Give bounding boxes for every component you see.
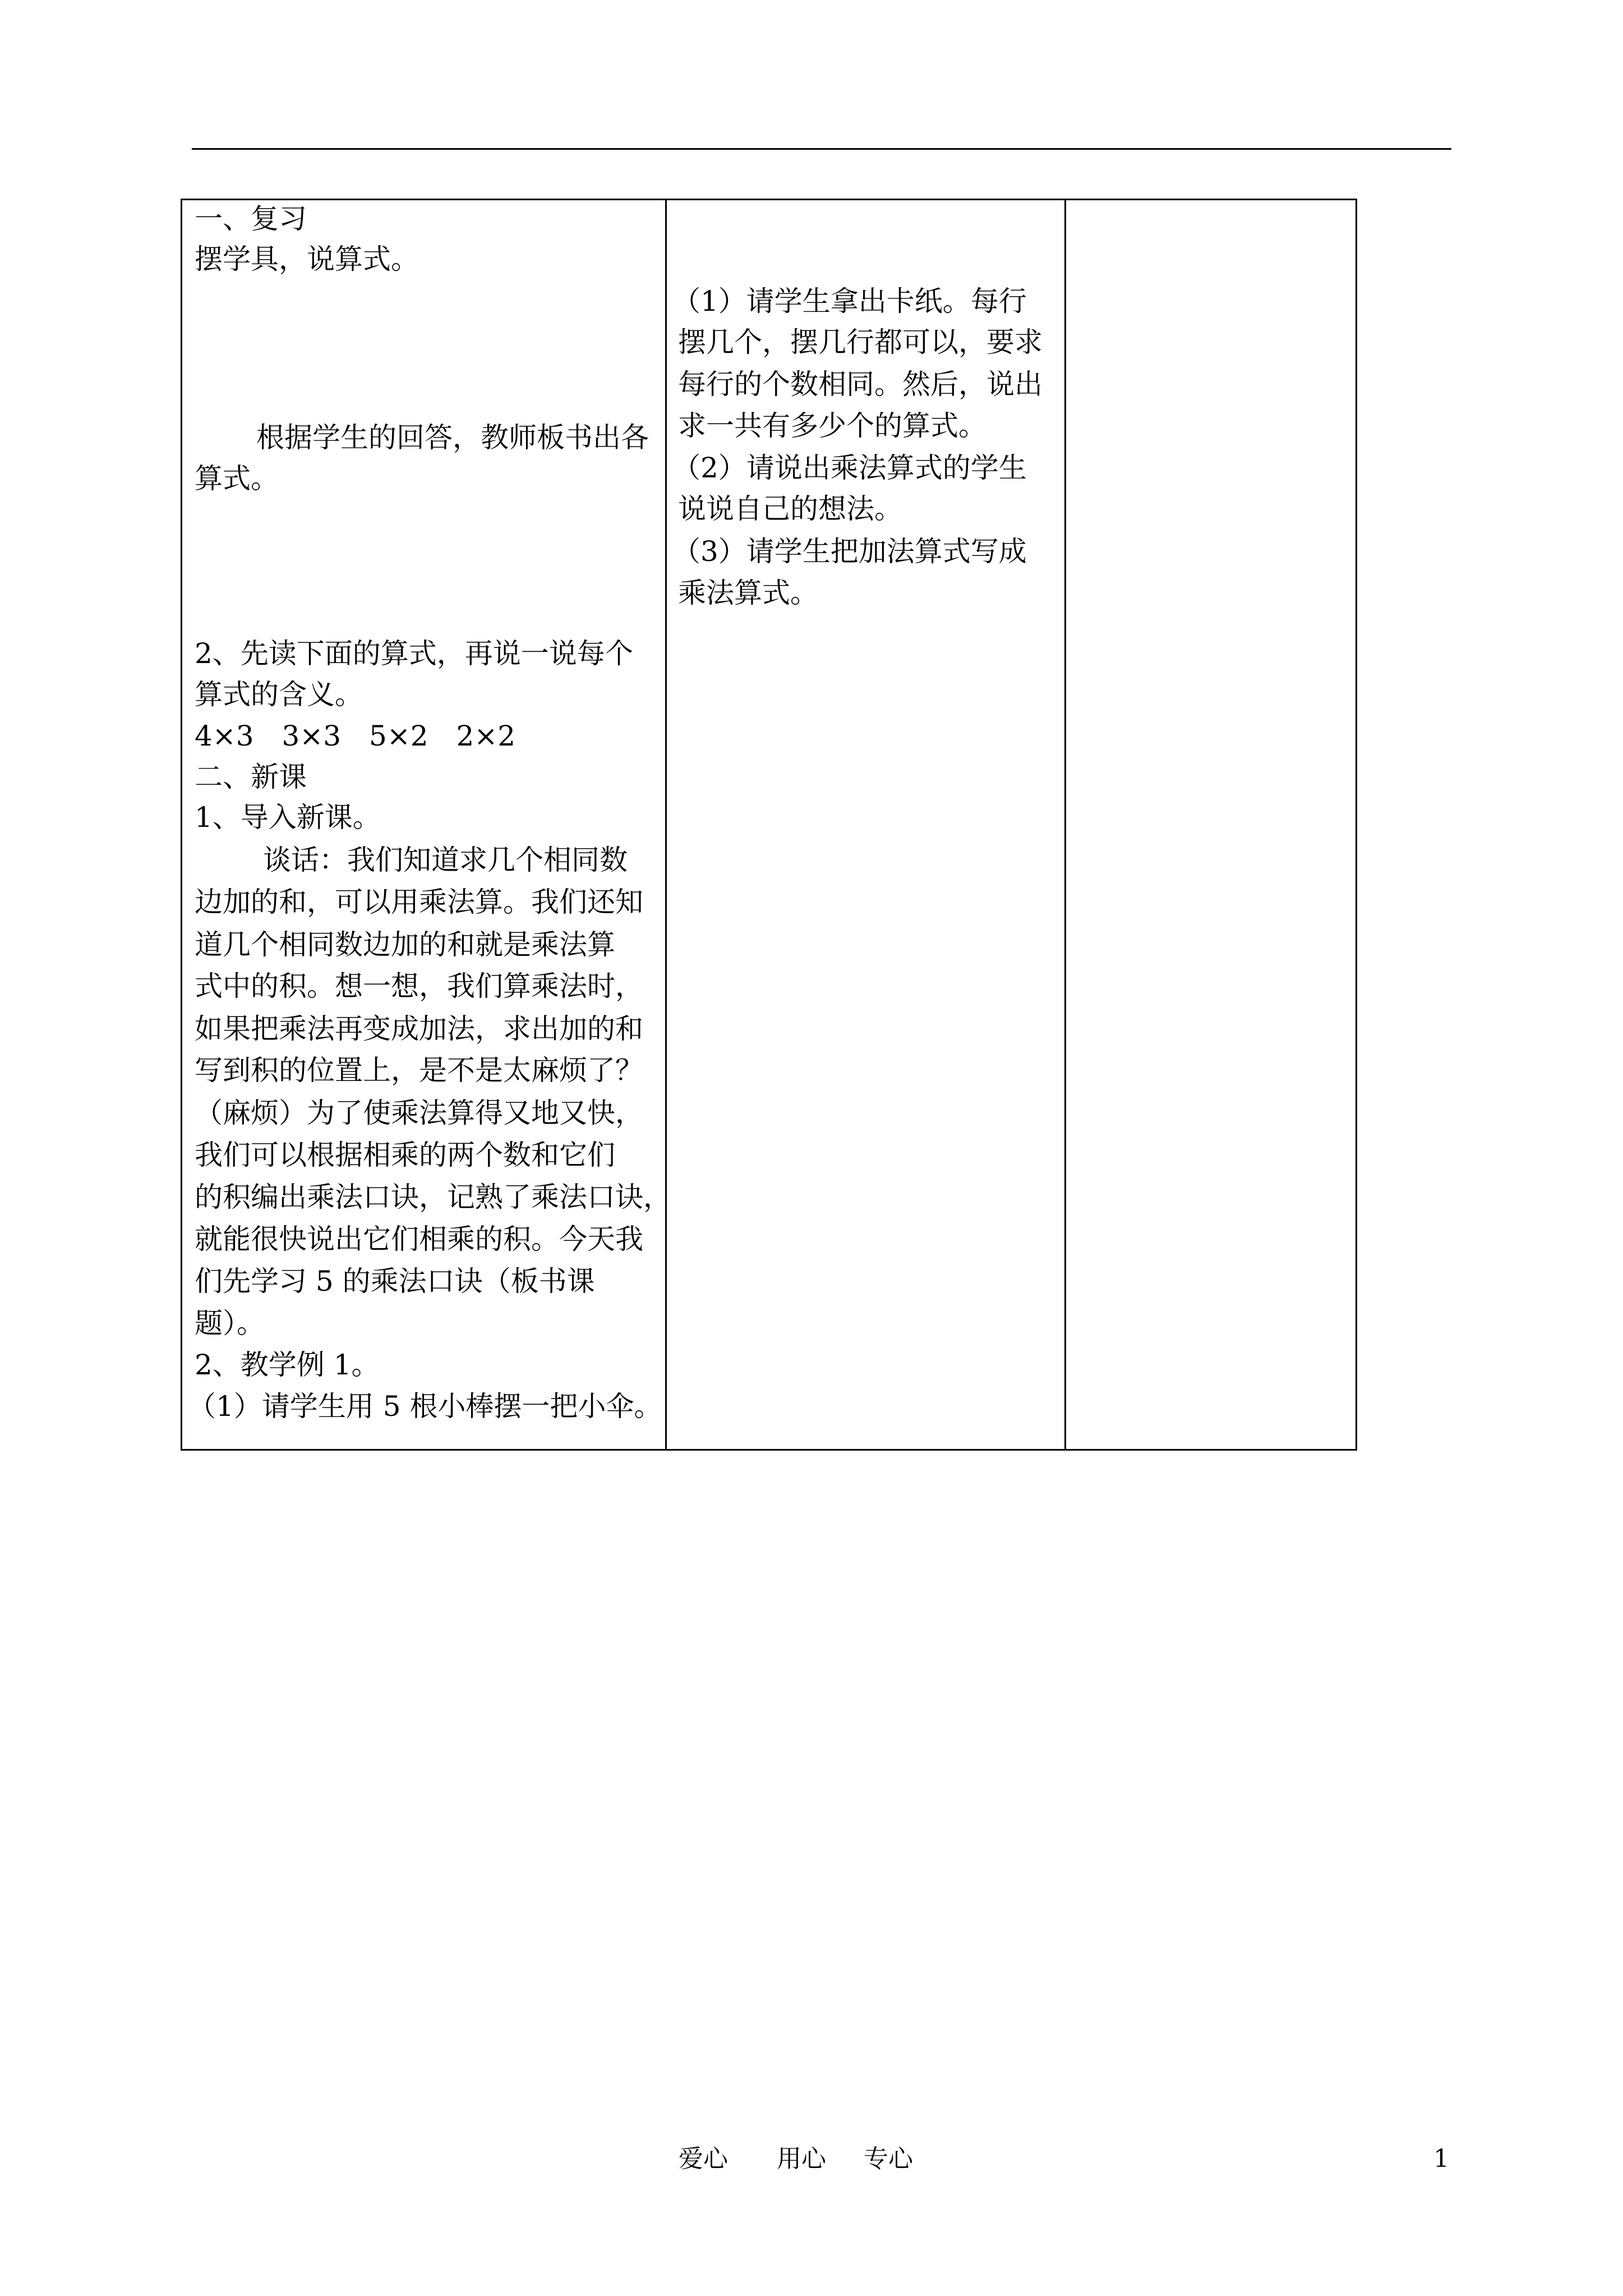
footer-motto-focus: 专心 (864, 2145, 913, 2173)
text-line: 乘法算式。 (678, 577, 818, 609)
text-line: （2）请说出乘法算式的学生 (672, 452, 1027, 484)
teaching-content-column (182, 200, 671, 1449)
section-new-lesson-heading: 二、新课 (195, 761, 307, 793)
text-line: 算式。 (195, 462, 279, 495)
text-line: 1、导入新课。 (195, 801, 381, 834)
text-line: 摆学具，说算式。 (195, 243, 419, 275)
text-line: 如果把乘法再变成加法，求出加的和 (195, 1013, 643, 1045)
text-line: （1）请学生拿出卡纸。每行 (672, 285, 1027, 318)
text-line: 题）。 (195, 1307, 265, 1340)
text-line: 就能很快说出它们相乘的积。今天我 (195, 1223, 643, 1255)
text-line: 2、先读下面的算式，再说一说每个 (195, 637, 633, 670)
text-line: 的积编出乘法口诀，记熟了乘法口诀， (195, 1181, 671, 1213)
text-line: 我们可以根据相乘的两个数和它们 (195, 1139, 615, 1171)
formula-line: 4×3 3×3 5×2 2×2 (195, 720, 516, 752)
text-line: 2、教学例 1。 (195, 1349, 380, 1381)
section-review-heading: 一、复习 (195, 203, 307, 235)
text-line: 每行的个数相同。然后，说出 (678, 368, 1043, 401)
header-rule (192, 148, 1451, 150)
text-line: 算式的含义。 (195, 678, 363, 711)
student-activity-column (667, 200, 1066, 1449)
notes-column (1066, 200, 1355, 1449)
text-line: 边加的和，可以用乘法算。我们还知 (195, 886, 643, 918)
text-line: 道几个相同数边加的和就是乘法算 (195, 928, 615, 961)
page-number: 1 (1433, 2145, 1449, 2173)
text-line: 求一共有多少个的算式。 (678, 409, 986, 442)
text-line: 式中的积。想一想，我们算乘法时， (195, 970, 643, 1002)
text-line: 写到积的位置上，是不是太麻烦了？ (195, 1054, 643, 1087)
text-line: （1）请学生用 5 根小棒摆一把小伞。 (188, 1390, 662, 1423)
text-line: 摆几个，摆几行都可以，要求 (678, 326, 1043, 358)
text-line: 谈话：我们知道求几个相同数 (263, 844, 628, 876)
footer-motto-love: 爱心 (679, 2145, 728, 2173)
text-line: （麻烦）为了使乘法算得又地又快， (195, 1097, 643, 1129)
text-line: 们先学习 5 的乘法口诀（板书课 (195, 1265, 595, 1297)
footer-motto-care: 用心 (777, 2145, 826, 2173)
text-line: 根据学生的回答，教师板书出各 (256, 421, 649, 454)
text-line: （3）请学生把加法算式写成 (672, 535, 1027, 568)
lesson-plan-table (181, 199, 1357, 1451)
text-line: 说说自己的想法。 (678, 493, 902, 525)
